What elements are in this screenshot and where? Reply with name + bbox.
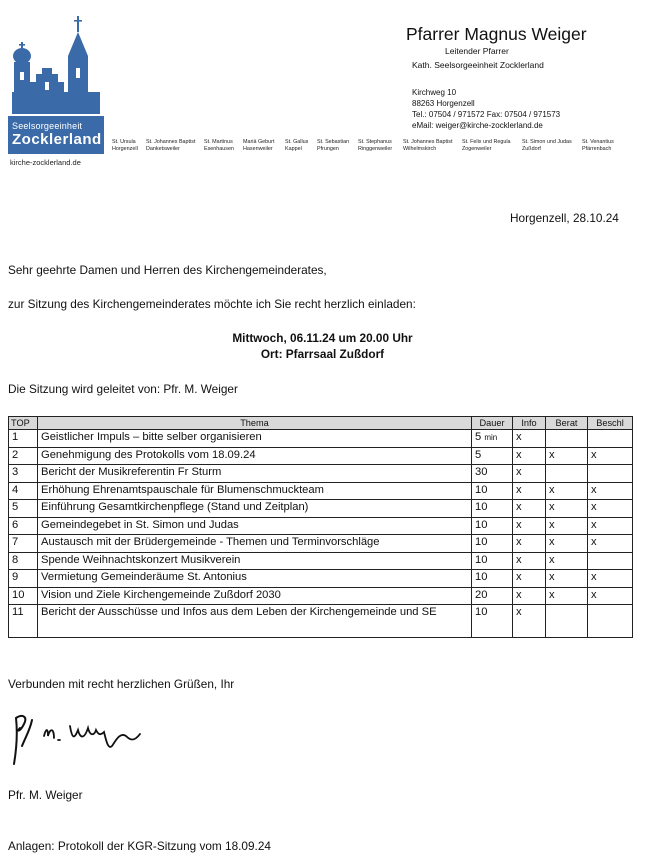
table-row [9,430,633,448]
sender-city: 88263 Horgenzell [412,99,475,108]
cell-thema: Vision und Ziele Kirchengemeinde Zußdorf 2030 [38,587,472,605]
sender-role: Leitender Pfarrer [445,46,509,56]
cell-info: x [513,500,546,518]
cell-dauer: 10 [472,605,513,638]
cell-berat: x [546,552,588,570]
signature-name: Pfr. M. Weiger [8,788,83,802]
cell-thema: Erhöhung Ehrenamtspauschale für Blumenschmuckteam [38,482,472,500]
website-link[interactable]: kirche-zocklerland.de [10,158,81,167]
cell-top: 5 [9,500,38,518]
logo-line-2: Zocklerland [12,131,102,148]
parish-item: St. Felix und Regula Zogenweiler [462,139,511,152]
cell-beschl: x [588,447,633,465]
chair-line: Die Sitzung wird geleitet von: Pfr. M. Weiger [8,382,238,396]
cell-top: 1 [9,430,38,448]
sender-email[interactable]: eMail: weiger@kirche-zocklerland.de [412,121,543,130]
cell-top: 4 [9,482,38,500]
cell-beschl [588,552,633,570]
cell-top: 3 [9,465,38,483]
date-line: Horgenzell, 28.10.24 [510,211,619,225]
cell-berat: x [546,587,588,605]
cell-beschl: x [588,535,633,553]
cell-berat: x [546,482,588,500]
col-header-berat: Berat [546,417,588,430]
invitation-text: zur Sitzung des Kirchengemeinderates möchte ich Sie recht herzlich einladen: [8,297,416,311]
cell-beschl: x [588,517,633,535]
sender-name: Pfarrer Magnus Weiger [406,24,587,44]
table-row [9,482,633,500]
meeting-location: Ort: Pfarrsaal Zußdorf [260,347,385,361]
col-header-beschl: Beschl [588,417,633,430]
parish-item: St. Martinus Esenhausen [204,139,234,152]
cell-beschl [588,430,633,448]
cell-thema: Spende Weihnachtskonzert Musikverein [38,552,472,570]
parish-item: St. Ursula Horgenzell [112,139,138,152]
cell-dauer: 5 min [472,430,513,448]
cell-beschl: x [588,587,633,605]
cell-berat: x [546,517,588,535]
table-row [9,587,633,605]
cell-dauer: 30 [472,465,513,483]
parish-item: St. Johannes Baptist Wilhelmskirch [403,139,453,152]
cell-thema: Vermietung Gemeinderäume St. Antonius [38,570,472,588]
cell-thema: Geistlicher Impuls – bitte selber organisieren [38,430,472,448]
cell-thema: Genehmigung des Protokolls vom 18.09.24 [38,447,472,465]
parish-item: St. Sebastian Pfrungen [317,139,350,152]
cell-info: x [513,587,546,605]
agenda-header-row [9,417,633,430]
parish-item: St. Stephanus Ringgenweiler [358,139,393,152]
sender-street: Kirchweg 10 [412,88,457,97]
parish-item: Mariä Geburt Hasenweiler [243,139,275,152]
meeting-date: Mittwoch, 06.11.24 um 20.00 Uhr [232,331,413,345]
cell-dauer: 10 [472,552,513,570]
cell-beschl: x [588,500,633,518]
cell-thema: Einführung Gesamtkirchenpflege (Stand und Zeitplan) [38,500,472,518]
table-row [9,500,633,518]
cell-info: x [513,517,546,535]
col-header-thema: Thema [38,417,472,430]
cell-info: x [513,535,546,553]
cell-beschl: x [588,482,633,500]
cell-info: x [513,447,546,465]
cell-info: x [513,465,546,483]
attachment-line: Anlagen: Protokoll der KGR-Sitzung vom 18.09.24 [8,839,271,853]
parish-item: St. Simon und Judas Zußdorf [522,139,572,152]
table-row [9,465,633,483]
cell-info: x [513,605,546,638]
cell-berat [546,465,588,483]
logo-line-1: Seelsorgeeinheit [12,121,83,131]
cell-top: 6 [9,517,38,535]
cell-top: 10 [9,587,38,605]
signature-image [8,706,148,770]
cell-info: x [513,430,546,448]
cell-top: 7 [9,535,38,553]
cell-info: x [513,482,546,500]
cell-thema: Gemeindegebet in St. Simon und Judas [38,517,472,535]
cell-top: 8 [9,552,38,570]
agenda-table [8,416,633,638]
closing-text: Verbunden mit recht herzlichen Grüßen, Ihr [8,677,235,691]
cell-berat [546,605,588,638]
cell-beschl [588,605,633,638]
cell-dauer: 10 [472,500,513,518]
cell-thema: Bericht der Ausschüsse und Infos aus dem Leben der Kirchengemeinde und SE [38,605,472,638]
cell-berat [546,430,588,448]
parish-item: St. Johannes Baptist Danketsweiler [146,139,196,152]
table-row [9,570,633,588]
logo [8,12,104,154]
table-row [9,552,633,570]
cell-dauer: 5 [472,447,513,465]
salutation: Sehr geehrte Damen und Herren des Kirchengemeinderates, [8,263,327,277]
col-header-top: TOP [9,417,38,430]
col-header-info: Info [513,417,546,430]
cell-dauer: 10 [472,570,513,588]
cell-top: 9 [9,570,38,588]
cell-info: x [513,552,546,570]
cell-berat: x [546,447,588,465]
sender-unit: Kath. Seelsorgeeinheit Zocklerland [412,60,544,70]
cell-beschl: x [588,570,633,588]
cell-dauer: 10 [472,517,513,535]
table-row [9,605,633,638]
cell-top: 2 [9,447,38,465]
parish-item: St. Gallus Kappel [285,139,309,152]
table-row [9,447,633,465]
cell-info: x [513,570,546,588]
cell-dauer: 20 [472,587,513,605]
cell-dauer: 10 [472,482,513,500]
cell-dauer: 10 [472,535,513,553]
cell-thema: Austausch mit der Brüdergemeinde - Themen und Terminvorschläge [38,535,472,553]
table-row [9,517,633,535]
table-row [9,535,633,553]
cell-berat: x [546,500,588,518]
cell-berat: x [546,570,588,588]
col-header-dauer: Dauer [472,417,513,430]
parish-item: St. Venantius Pfärrenbach [582,139,614,152]
cell-thema: Bericht der Musikreferentin Fr Sturm [38,465,472,483]
cell-top: 11 [9,605,38,638]
cell-beschl [588,465,633,483]
sender-phone: Tel.: 07504 / 971572 Fax: 07504 / 971573 [412,110,561,119]
cell-berat: x [546,535,588,553]
